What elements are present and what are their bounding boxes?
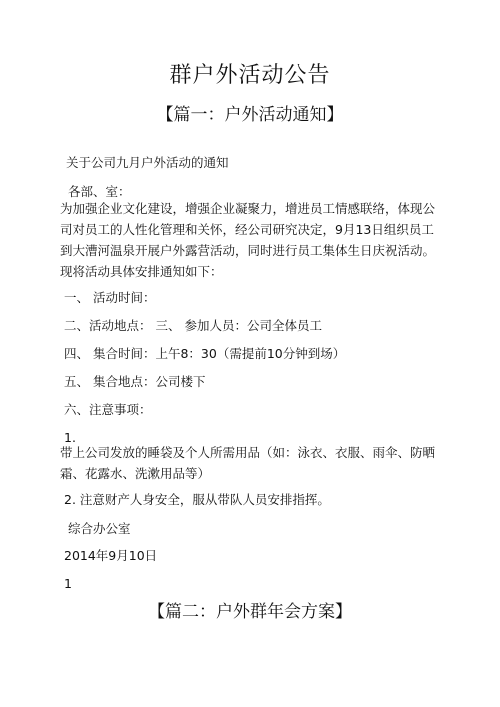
intro-line: 现将活动具体安排通知如下：	[60, 264, 223, 279]
document-title: 群户外活动公告	[169, 63, 331, 88]
intro-line: 司对员工的人性化管理和关怀，经公司研究决定，9月13日组织员工	[60, 222, 434, 237]
page-number: 1	[64, 576, 72, 591]
note1-line: 带上公司发放的睡袋及个人所需用品（如：泳衣、衣服、雨伞、防晒	[60, 445, 436, 460]
section1-heading: 【篇一：户外活动通知】	[156, 105, 344, 125]
signature: 综合办公室	[68, 521, 131, 536]
note2: 2. 注意财产人身安全，服从带队人员安排指挥。	[64, 492, 330, 507]
item-gather-place: 五、 集合地点：公司楼下	[64, 374, 206, 389]
item-notes: 六、注意事项：	[64, 402, 152, 417]
item-gather-time: 四、 集合时间：上午8：30（需提前10分钟到场）	[64, 346, 346, 361]
note1-number: 1.	[64, 430, 76, 445]
item-activity-time: 一、 活动时间：	[64, 290, 156, 305]
notice-title: 关于公司九月户外活动的通知	[66, 155, 229, 170]
intro-line: 到大漕河温泉开展户外露营活动，同时进行员工集体生日庆祝活动。	[60, 243, 436, 258]
note1-line: 霜、花露水、洗漱用品等）	[60, 466, 211, 481]
note1-text	[60, 442, 450, 484]
section2-heading: 【篇二：户外群年会方案】	[148, 602, 352, 622]
intro-line: 为加强企业文化建设，增强企业凝聚力，增进员工情感联络，体现公	[60, 201, 436, 216]
intro-paragraph	[60, 198, 455, 282]
date: 2014年9月10日	[64, 548, 158, 563]
salutation: 各部、室：	[68, 184, 131, 199]
item-activity-location: 二、活动地点： 三、 参加人员：公司全体员工	[64, 318, 322, 333]
